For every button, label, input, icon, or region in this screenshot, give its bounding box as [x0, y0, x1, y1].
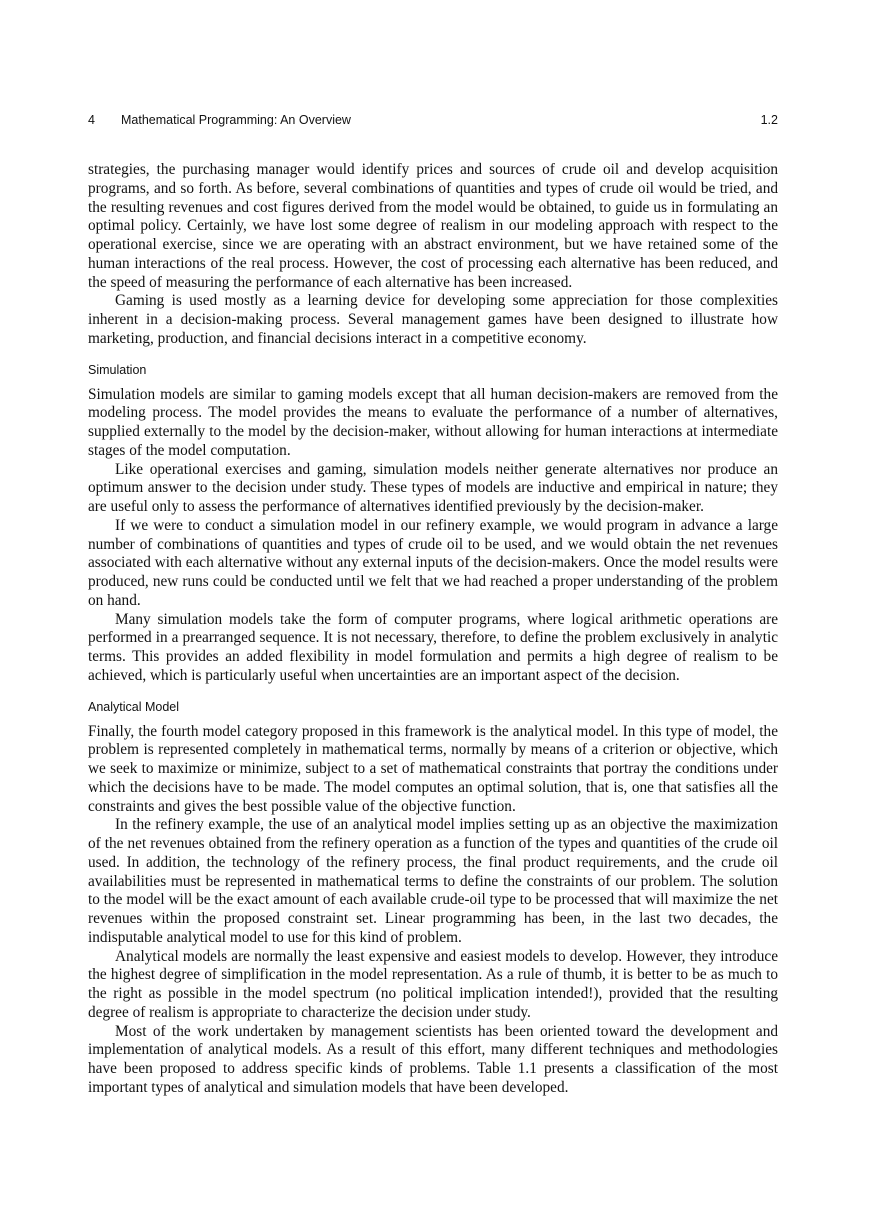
section-heading-analytical-model: Analytical Model: [88, 699, 180, 714]
paragraph: Simulation models are similar to gaming models except that all human decision-makers are removed from the modeling process. The model provides the means to evaluate the performance of a number of alternatives, supplied externally to the model by the decision-maker, without allowing for human interactions at intermediate stages of the model computation.: [88, 385, 778, 459]
section-number: 1.2: [760, 113, 778, 127]
paragraph: Most of the work undertaken by management scientists has been oriented toward the development and implementation of analytical models. As a result of this effort, many different techniques and methodologies have been proposed to address specific kinds of problems. Table 1.1 presents a classification of the most important types of analytical and simulation models that have been developed.: [88, 1022, 778, 1096]
paragraph: strategies, the purchasing manager would identify prices and sources of crude oil and develop acquisition programs, and so forth. As before, several combinations of quantities and types of crude oil would be tried, and the resulting revenues and cost figures derived from the model would be obtained, to guide us in formulating an optimal policy. Certainly, we have lost some degree of realism in our modeling approach with respect to the operational exercise, since we are operating with an abstract environment, but we have retained some of the human interactions of the real process. However, the cost of processing each alternative has been reduced, and the speed of measuring the performance of each alternative has been increased.: [88, 161, 778, 291]
page-number: 4: [88, 113, 95, 127]
chapter-title: Mathematical Programming: An Overview: [121, 113, 351, 127]
paragraph: If we were to conduct a simulation model in our refinery example, we would program in advance a large number of combinations of quantities and types of crude oil to be used, and we would obtain the net revenues associated with each alternative without any external inputs of the decision-makers. Once the model results were produced, new runs could be conducted until we felt that we had reached a proper understanding of the problem on hand.: [88, 516, 778, 609]
paragraph: Many simulation models take the form of computer programs, where logical arithmetic operations are performed in a prearranged sequence. It is not necessary, therefore, to define the problem exclusively in analytic terms. This provides an added flexibility in model formulation and permits a high degree of realism to be achieved, which is particularly useful when uncertainties are an important aspect of the decision.: [88, 610, 778, 684]
paragraph: Finally, the fourth model category proposed in this framework is the analytical model. In this type of model, the problem is represented completely in mathematical terms, normally by means of a criterion or objective, which we seek to maximize or minimize, subject to a set of mathematical constraints that portray the conditions under which the decisions have to be made. The model computes an optimal solution, that is, one that satisfies all the constraints and gives the best possible value of the objective function.: [88, 722, 778, 815]
paragraph: Like operational exercises and gaming, simulation models neither generate alternatives nor produce an optimum answer to the decision under study. These types of models are inductive and empirical in nature; they are useful only to assess the performance of alternatives identified previously by the decision-maker.: [88, 460, 778, 515]
body-text: [88, 161, 778, 1098]
paragraph: Gaming is used mostly as a learning device for developing some appreciation for those complexities inherent in a decision-making process. Several management games have been designed to illustrate how marketing, production, and financial decisions interact in a competitive economy.: [88, 292, 778, 347]
paragraph: In the refinery example, the use of an analytical model implies setting up as an objective the maximization of the net revenues obtained from the refinery operation as a function of the types and quantities of the crude oil used. In addition, the technology of the refinery process, the final product requirements, and the crude oil availabilities must be represented in mathematical terms to define the constraints of our problem. The solution to the model will be the exact amount of each available crude-oil type to be processed that will maximize the net revenues within the proposed constraint set. Linear programming has been, in the last two decades, the indisputable analytical model to use for this kind of problem.: [88, 816, 778, 946]
paragraph: Analytical models are normally the least expensive and easiest models to develop. However, they introduce the highest degree of simplification in the model representation. As a rule of thumb, it is better to be as much to the right as possible in the model spectrum (no political implication intended!), provided that the resulting degree of realism is appropriate to characterize the decision under study.: [88, 947, 778, 1021]
section-heading-simulation: Simulation: [88, 362, 147, 377]
